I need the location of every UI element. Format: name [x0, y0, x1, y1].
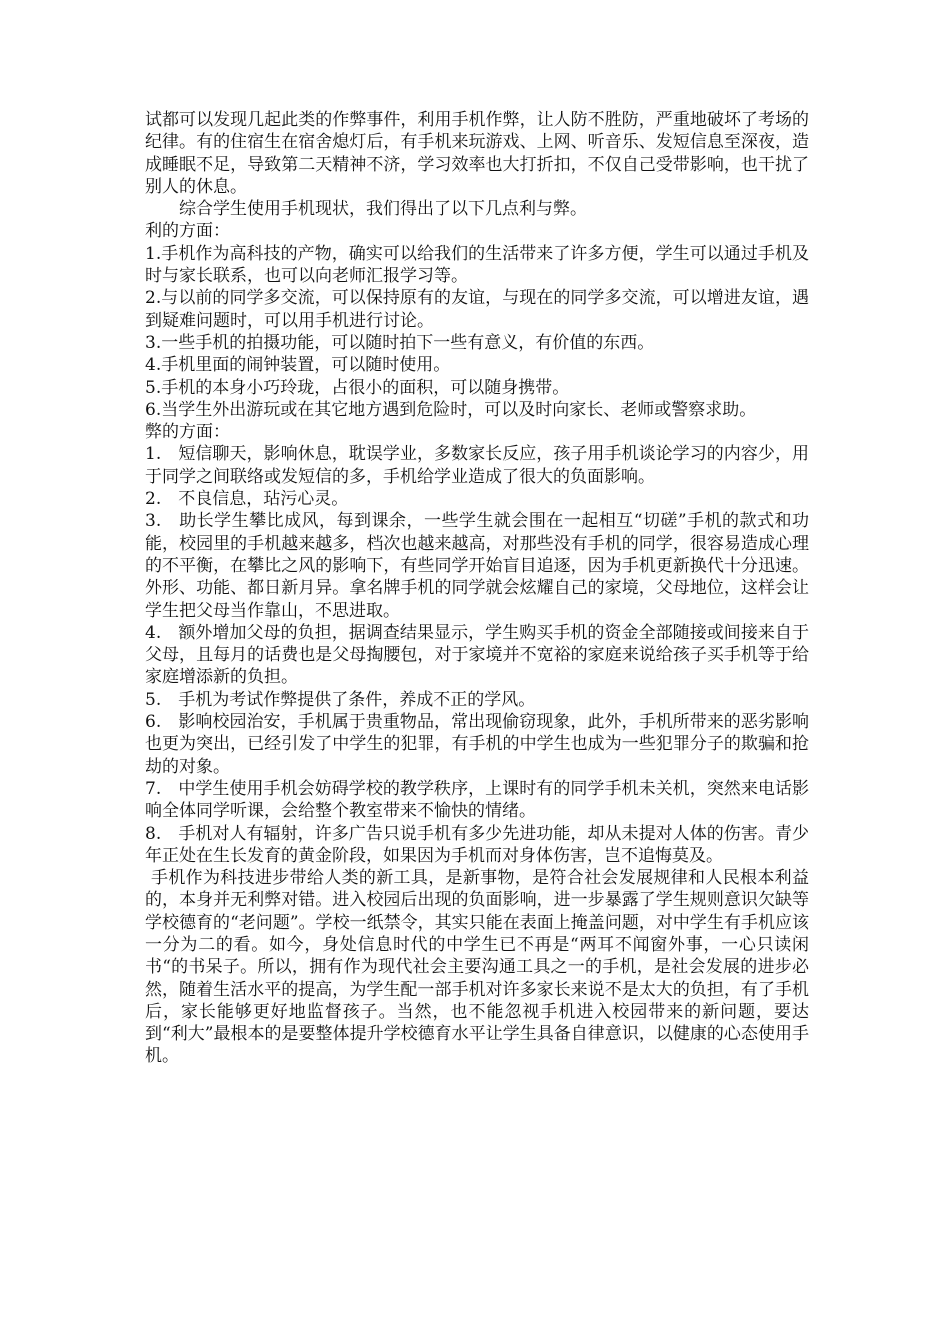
con-item-1: 1. 短信聊天，影响休息，耽误学业，多数家长反应，孩子用手机谈论学习的内容少，用于同学之间联络或发短信的多，手机给学业造成了很大的负面影响。	[145, 444, 809, 487]
paragraph-conclusion: 手机作为科技进步带给人类的新工具，是新事物，是符合社会发展规律和人民根本利益的，本身并无利弊对错。进入校园后出现的负面影响，进一步暴露了学生规则意识欠缺等学校德育的“老问题”。学校一纸禁令，其实只能在表面上掩盖问题，对中学生有手机应该一分为二的看。如今，身处信息时代的中学生已不再是“两耳不闻窗外事，一心只读闲书“的书呆子。所以，拥有作为现代社会主要沟通工具之一的手机，是社会发展的进步必然，随着生活水平的提高，为学生配一部手机对许多家长来说不是太大的负担，有了手机后，家长能够更好地监督孩子。当然，也不能忽视手机进入校园带来的新问题，要达到“利大”最根本的是要整体提升学校德育水平让学生具备自律意识，以健康的心态使用手机。	[145, 868, 809, 1067]
pro-item-1: 1.手机作为高科技的产物，确实可以给我们的生活带来了许多方便，学生可以通过手机及时与家长联系，也可以向老师汇报学习等。	[145, 243, 809, 287]
pro-item-3: 3.一些手机的拍摄功能，可以随时拍下一些有意义，有价值的东西。	[145, 332, 655, 353]
con-item-3: 3. 助长学生攀比成风，每到课余，一些学生就会围在一起相互“切磋”手机的款式和功能，校园里的手机越来越多，档次也越来越高，对那些没有手机的同学，很容易造成心理的不平衡，在攀比之风的影响下，有些同学开始盲目追逐，因为手机更新换代十分迅速。外形、功能、都日新月异。拿名牌手机的同学就会炫耀自己的家境，父母地位，这样会让学生把父母当作靠山，不思进取。	[145, 511, 809, 621]
con-item-7: 7. 中学生使用手机会妨碍学校的教学秩序，上课时有的同学手机未关机，突然来电话影响全体同学听课，会给整个教室带来不愉快的情绪。	[145, 778, 809, 822]
pro-item-2: 2.与以前的同学多交流，可以保持原有的友谊，与现在的同学多交流，可以增进友谊，遇到疑难问题时，可以用手机进行讨论。	[145, 288, 809, 331]
document-page	[145, 109, 809, 1068]
paragraph-summary: 综合学生使用手机现状，我们得出了以下几点利与弊。	[179, 199, 587, 220]
pro-item-5: 5.手机的本身小巧玲珑，占很小的面积，可以随身携带。	[145, 377, 570, 398]
con-item-4: 4. 额外增加父母的负担，据调查结果显示，学生购买手机的资金全部随接或间接来自于父母，且每月的话费也是父母掏腰包，对于家境并不宽裕的家庭来说给孩子买手机等于给家庭增添新的负担。	[145, 622, 809, 688]
con-item-8: 8. 手机对人有辐射，许多广告只说手机有多少先进功能，却从未提对人体的伤害。青少年正处在生长发育的黄金阶段，如果因为手机而对身体伤害，岂不追悔莫及。	[145, 823, 809, 866]
con-item-5: 5. 手机为考试作弊提供了条件，养成不正的学风。	[145, 689, 536, 710]
con-item-6: 6. 影响校园治安，手机属于贵重物品，常出现偷窃现象，此外，手机所带来的恶劣影响也更为突出，已经引发了中学生的犯罪，有手机的中学生也成为一些犯罪分子的欺骗和抢劫的对象。	[145, 712, 809, 777]
pro-item-4: 4.手机里面的闹钟装置，可以随时使用。	[145, 355, 451, 376]
pro-item-6: 6.当学生外出游玩或在其它地方遇到危险时，可以及时向家长、老师或警察求助。	[145, 399, 757, 420]
paragraph-intro: 试都可以发现几起此类的作弊事件，利用手机作弊，让人防不胜防，严重地破坏了考场的纪律。有的住宿生在宿舍熄灯后，有手机来玩游戏、上网、听音乐、发短信息至深夜，造成睡眠不足，导致第二天精神不济，学习效率也大打折扣，不仅自己受带影响，也干扰了别人的休息。	[145, 110, 809, 197]
section-heading-cons: 弊的方面：	[145, 422, 230, 443]
section-heading-pros: 利的方面：	[145, 221, 230, 242]
con-item-2: 2. 不良信息，玷污心灵。	[145, 489, 349, 510]
